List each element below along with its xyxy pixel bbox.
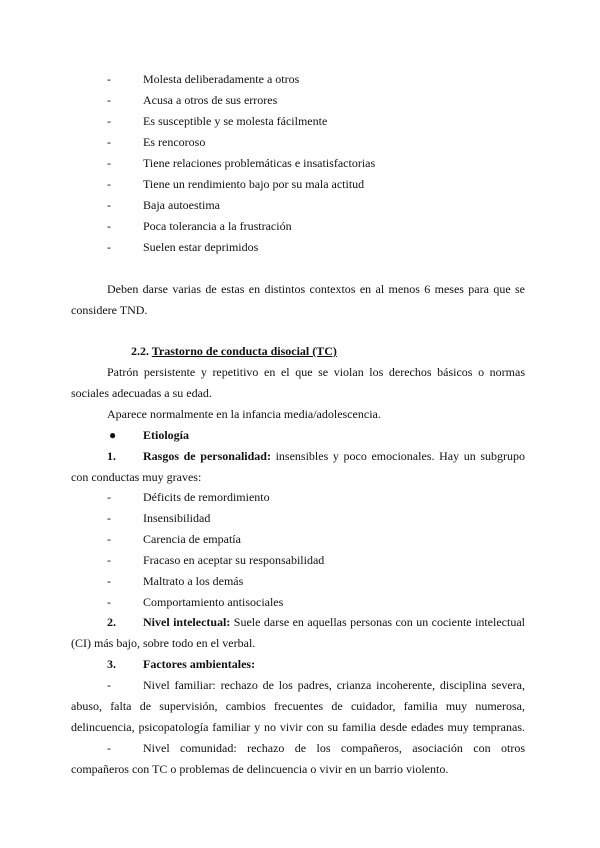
paragraph-line: Nivel familiar: rechazo de los padres, crianza incoherente, disciplina severa,	[143, 678, 525, 692]
dash-marker: -	[107, 574, 111, 588]
item-text: Suele darse en aquellas personas con un cociente intelectual	[230, 615, 525, 629]
dash-marker: -	[107, 114, 111, 128]
section-title: Trastorno de conducta disocial (TC)	[151, 344, 337, 358]
paragraph-line: abuso, falta de supervisión, cambios frecuentes de cuidador, familia muy numerosa,	[71, 699, 525, 713]
item-line	[143, 615, 525, 629]
paragraph-line: Nivel comunidad: rechazo de los compañeros, asociación con otros	[143, 741, 525, 755]
item-label: Nivel intelectual:	[143, 615, 231, 629]
dash-marker: -	[107, 532, 111, 546]
subheading-etiologia: Etiología	[143, 428, 190, 442]
item-number: 3.	[107, 657, 116, 671]
dash-marker: -	[107, 135, 111, 149]
list-item: Insensibilidad	[143, 511, 211, 525]
paragraph-line: con conductas muy graves:	[71, 470, 202, 484]
list-item: Baja autoestima	[143, 198, 220, 212]
list-item: Tiene relaciones problemáticas e insatisfactorias	[143, 156, 376, 170]
section-heading	[131, 344, 549, 358]
dash-marker: -	[107, 741, 111, 755]
list-item: Comportamiento antisociales	[143, 595, 284, 609]
list-item: Acusa a otros de sus errores	[143, 93, 278, 107]
list-item: Carencia de empatía	[143, 532, 241, 546]
bullet-marker: ●	[109, 428, 117, 442]
list-item: Molesta deliberadamente a otros	[143, 72, 300, 86]
dash-marker: -	[107, 219, 111, 233]
item-line	[143, 449, 525, 463]
section-number: 2.2.	[131, 344, 149, 358]
dash-marker: -	[107, 511, 111, 525]
dash-marker: -	[107, 177, 111, 191]
item-text: insensibles y poco emocionales. Hay un subgrupo	[270, 449, 526, 463]
dash-marker: -	[107, 553, 111, 567]
list-item: Tiene un rendimiento bajo por su mala actitud	[143, 177, 365, 191]
dash-marker: -	[107, 93, 111, 107]
paragraph-line: considere TND.	[71, 303, 148, 317]
paragraph-line: Deben darse varias de estas en distintos contextos en al menos 6 meses para que se	[107, 282, 525, 296]
dash-marker: -	[107, 490, 111, 504]
paragraph-line: compañeros con TC o problemas de delincuencia o vivir en un barrio violento.	[71, 762, 449, 776]
dash-marker: -	[107, 72, 111, 86]
list-item: Suelen estar deprimidos	[143, 240, 259, 254]
dash-marker: -	[107, 198, 111, 212]
dash-marker: -	[107, 678, 111, 692]
list-item: Déficits de remordimiento	[143, 490, 270, 504]
paragraph-line: (CI) más bajo, sobre todo en el verbal.	[71, 636, 256, 650]
list-item: Poca tolerancia a la frustración	[143, 219, 292, 233]
item-number: 2.	[107, 615, 116, 629]
item-number: 1.	[107, 449, 116, 463]
dash-marker: -	[107, 595, 111, 609]
item-label: Rasgos de personalidad:	[143, 449, 271, 463]
list-item: Es susceptible y se molesta fácilmente	[143, 114, 328, 128]
list-item: Es rencoroso	[143, 135, 206, 149]
list-item: Maltrato a los demás	[143, 574, 244, 588]
item-label: Factores ambientales:	[143, 657, 256, 671]
paragraph-line: Patrón persistente y repetitivo en el que se violan los derechos básicos o normas	[107, 365, 525, 379]
dash-marker: -	[107, 156, 111, 170]
paragraph-line: sociales adecuadas a su edad.	[71, 386, 212, 400]
paragraph-line: Aparece normalmente en la infancia media/adolescencia.	[107, 407, 381, 421]
paragraph-line: delincuencia, psicopatología familiar y no vivir con su familia desde edades muy tempranas.	[71, 720, 525, 734]
dash-marker: -	[107, 240, 111, 254]
list-item: Fracaso en aceptar su responsabilidad	[143, 553, 325, 567]
